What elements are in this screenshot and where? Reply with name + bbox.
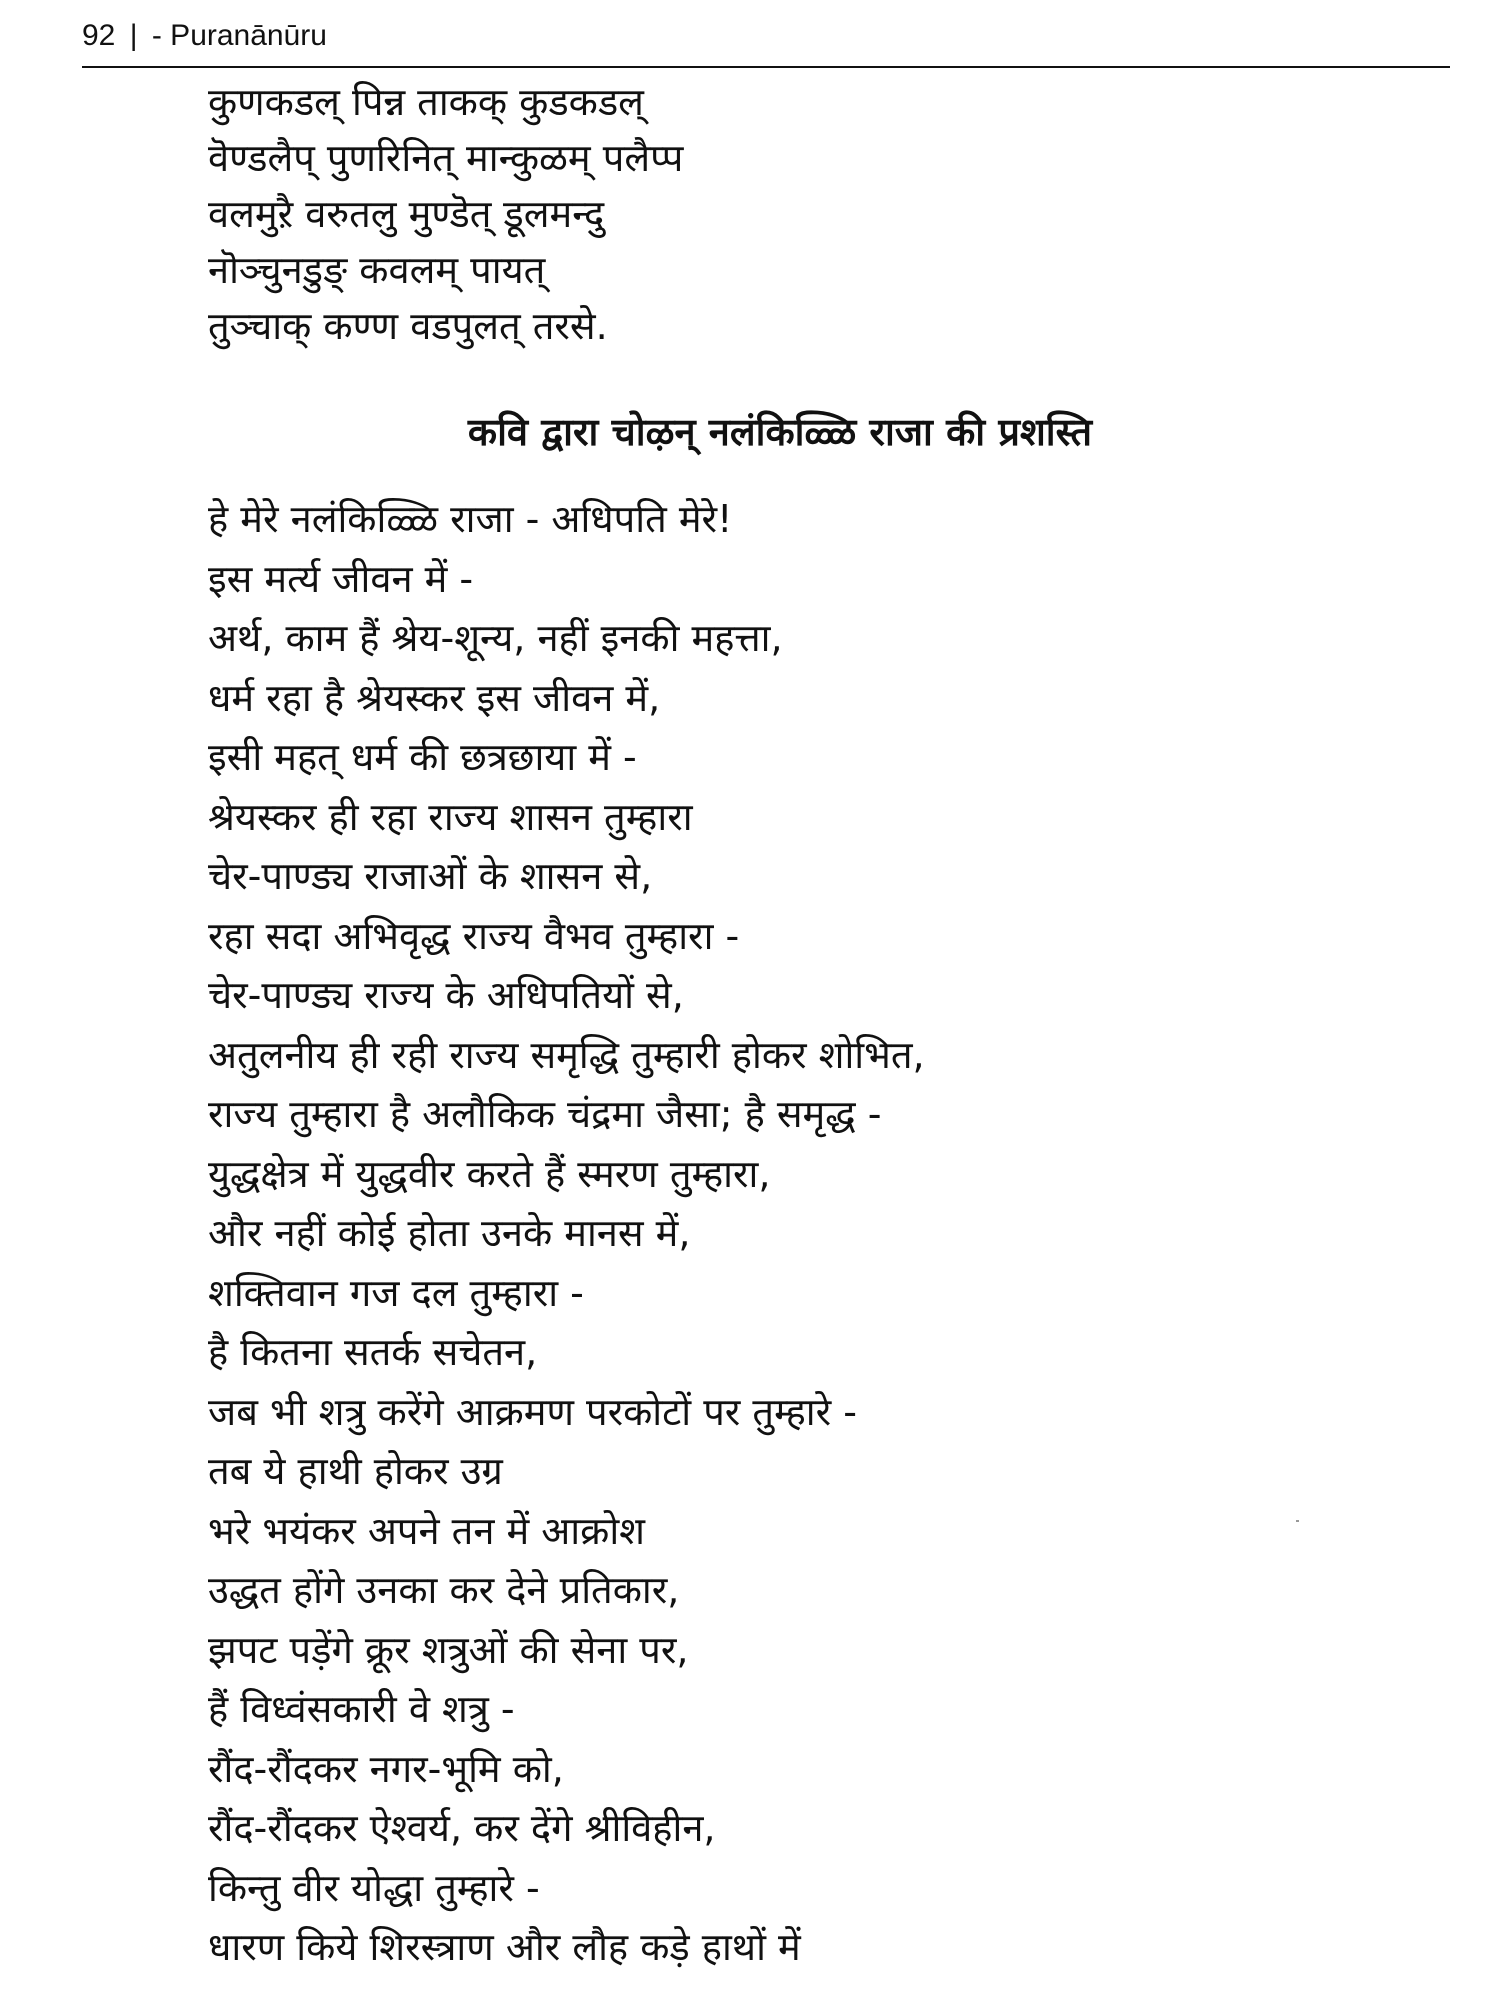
poem-line: शक्तिवान गज दल तुम्हारा - xyxy=(208,1270,584,1315)
poem-line: युद्धक्षेत्र में युद्धवीर करते हैं स्मरण तुम्हारा, xyxy=(208,1151,771,1196)
poem-line: उद्धत होंगे उनका कर देने प्रतिकार, xyxy=(208,1568,680,1612)
poem-line: इसी महत् धर्म की छत्रछाया में - xyxy=(208,735,637,779)
tamil-line-3: वलमुऱै वरुतलु मुण्डॆत् डूलमन्दु xyxy=(208,192,605,236)
book-title: - Puranānūru xyxy=(151,19,327,52)
poem-line: धारण किये शिरस्त्राण और लौह कड़े हाथों में xyxy=(208,1925,801,1969)
scan-speck xyxy=(1296,1520,1299,1522)
poem-line: चेर-पाण्ड्य राज्य के अधिपतियों से, xyxy=(208,973,684,1017)
poem-line: हैं विध्वंसकारी वे शत्रु - xyxy=(208,1687,515,1731)
hindi-poem xyxy=(208,490,1440,1978)
poem-line: राज्य तुम्हारा है अलौकिक चंद्रमा जैसा; है समृद्ध - xyxy=(208,1092,882,1136)
poem-line: किन्तु वीर योद्धा तुम्हारे - xyxy=(208,1865,540,1910)
tamil-verse xyxy=(208,74,1440,354)
poem-line: अर्थ, काम हैं श्रेय-शून्य, नहीं इनकी महत्ता, xyxy=(208,616,783,660)
tamil-line-4: नॊञ्चुनडुङ् कवलम् पायत् xyxy=(208,248,546,292)
poem-line: अतुलनीय ही रही राज्य समृद्धि तुम्हारी होकर शोभित, xyxy=(208,1032,925,1077)
poem-line: इस मर्त्य जीवन में - xyxy=(208,556,474,601)
poem-line: हे मेरे नलंकिळ्ळि राजा - अधिपति मेरे! xyxy=(208,497,733,541)
poem-line: श्रेयस्कर ही रहा राज्य शासन तुम्हारा xyxy=(208,794,693,839)
tamil-line-2: वॆण्डलैप् पुणरिनित् मान्कुळम् पलैप्प xyxy=(208,136,684,180)
poem-line: है कितना सतर्क सचेतन, xyxy=(208,1330,538,1374)
poem-line: जब भी शत्रु करेंगे आक्रमण परकोटों पर तुम्हारे - xyxy=(208,1389,857,1434)
header-separator: | xyxy=(129,19,138,52)
poem-line: रहा सदा अभिवृद्ध राज्य वैभव तुम्हारा - xyxy=(208,913,740,958)
poem-line: धर्म रहा है श्रेयस्कर इस जीवन में, xyxy=(208,675,661,720)
header-rule xyxy=(82,66,1450,68)
poem-line: तब ये हाथी होकर उग्र xyxy=(208,1449,503,1493)
poem-line: रौंद-रौंदकर ऐश्वर्य, कर देंगे श्रीविहीन, xyxy=(208,1806,716,1850)
poem-line: रौंद-रौंदकर नगर-भूमि को, xyxy=(208,1746,564,1791)
section-heading: कवि द्वारा चोऴन् नलंकिळ्ळि राजा की प्रशस्ति xyxy=(467,410,1093,454)
poem-line: और नहीं कोई होता उनके मानस में, xyxy=(208,1211,691,1255)
poem-line: भरे भयंकर अपने तन में आक्रोश xyxy=(208,1508,646,1553)
page-header xyxy=(82,18,327,54)
poem-line: झपट पड़ेंगे क्रूर शत्रुओं की सेना पर, xyxy=(208,1627,689,1672)
tamil-line-5: तुञ्चाक् कण्ण वडपुलत् तरसे. xyxy=(208,304,608,348)
tamil-line-1: कुणकडल् पिन्न ताकक् कुडकडल् xyxy=(208,80,644,124)
page-number: 92 xyxy=(82,19,116,52)
poem-line: चेर-पाण्ड्य राजाओं के शासन से, xyxy=(208,854,653,898)
